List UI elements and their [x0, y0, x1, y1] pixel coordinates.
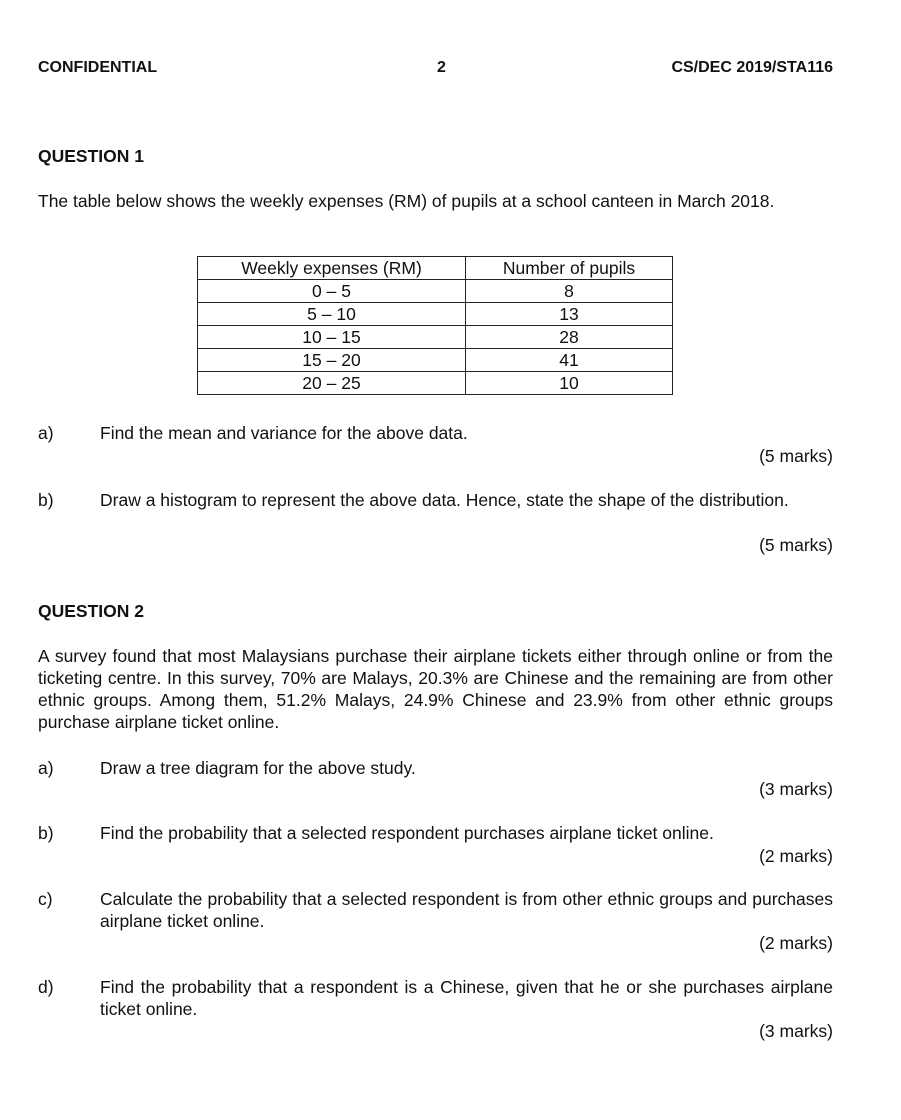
table-cell: 41: [466, 349, 673, 372]
marks-label: (3 marks): [759, 779, 833, 799]
table-row: [198, 303, 673, 326]
question-1-intro: The table below shows the weekly expenses (RM) of pupils at a school canteen in March 2018.: [38, 191, 775, 211]
table-cell: 13: [466, 303, 673, 326]
question-2a: [38, 757, 833, 779]
item-label: c): [38, 889, 53, 909]
item-label: b): [38, 823, 54, 843]
question-2-intro: A survey found that most Malaysians purchase their airplane tickets either through online or from the ticketing centre. In this survey, 70% are Malays, 20.3% are Chinese and the remaining are from other ethnic groups. Among them, 51.2% Malays, 24.9% Chinese and 23.9% from other ethnic groups purchase airplane ticket online.: [38, 646, 833, 732]
marks-label: (3 marks): [759, 1021, 833, 1041]
page-number: 2: [437, 59, 446, 76]
table-cell: 8: [466, 280, 673, 303]
marks-label: (5 marks): [759, 446, 833, 466]
marks-label: (5 marks): [759, 535, 833, 555]
item-label: b): [38, 490, 54, 510]
table-row: [198, 349, 673, 372]
question-2d: [38, 976, 833, 1020]
table-cell: 5 – 10: [198, 303, 466, 326]
question-2b: [38, 822, 833, 844]
item-text: Find the probability that a respondent is a Chinese, given that he or she purchases airplane ticket online.: [100, 977, 833, 1019]
table-cell: 10 – 15: [198, 326, 466, 349]
table-cell: 10: [466, 372, 673, 395]
item-text: Find the mean and variance for the above data.: [100, 423, 468, 443]
marks-label: (2 marks): [759, 846, 833, 866]
table-cell: 20 – 25: [198, 372, 466, 395]
table-header-cell: Number of pupils: [466, 257, 673, 280]
table-row: [198, 326, 673, 349]
table-row: [198, 280, 673, 303]
table-header-cell: Weekly expenses (RM): [198, 257, 466, 280]
header-confidential: CONFIDENTIAL: [38, 59, 158, 76]
item-text: Draw a histogram to represent the above data. Hence, state the shape of the distribution.: [100, 490, 789, 510]
item-text: Calculate the probability that a selected respondent is from other ethnic groups and purchases airplane ticket online.: [100, 889, 833, 931]
item-label: a): [38, 423, 54, 443]
question-2-title: QUESTION 2: [38, 601, 144, 621]
marks-label: (2 marks): [759, 933, 833, 953]
header-exam-code: CS/DEC 2019/STA116: [671, 59, 833, 76]
expenses-table: [197, 256, 673, 395]
question-2c: [38, 888, 833, 932]
table-cell: 28: [466, 326, 673, 349]
table-cell: 0 – 5: [198, 280, 466, 303]
table-row: [198, 372, 673, 395]
item-text: Find the probability that a selected respondent purchases airplane ticket online.: [100, 823, 714, 843]
question-1a: [38, 422, 833, 444]
item-label: d): [38, 977, 54, 997]
table-header-row: [198, 257, 673, 280]
question-1b: [38, 489, 833, 511]
item-text: Draw a tree diagram for the above study.: [100, 758, 416, 778]
table-cell: 15 – 20: [198, 349, 466, 372]
item-label: a): [38, 758, 54, 778]
question-1-title: QUESTION 1: [38, 146, 144, 166]
